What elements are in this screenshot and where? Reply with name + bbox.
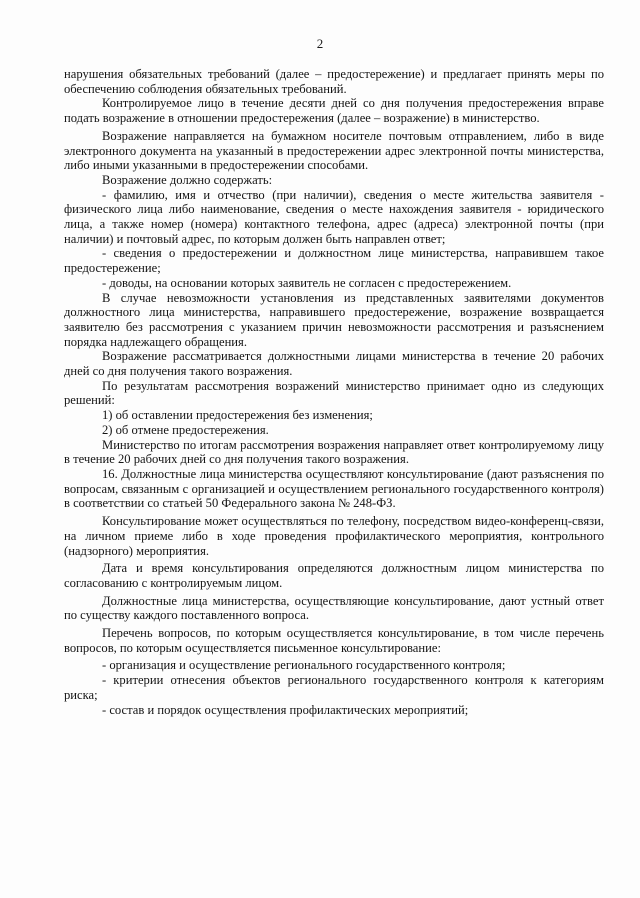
list-item: - сведения о предостережении и должностном лице министерства, направившем такое предостережение;: [64, 246, 604, 276]
paragraph: Возражение направляется на бумажном носителе почтовым отправлением, либо в виде электронного документа на указанный в предостережении адрес электронной почты министерства, либо иными указанными в предостережении способами.: [64, 128, 604, 173]
list-item: - организация и осуществление регионального государственного контроля;: [102, 658, 506, 673]
paragraph: Министерство по итогам рассмотрения возражения направляет ответ контролируемому лицу в течение 20 рабочих дней со дня получения такого возражения.: [64, 437, 604, 467]
paragraph: нарушения обязательных требований (далее – предостережение) и предлагает принять меры по обеспечению соблюдения обязательных требований.: [64, 67, 604, 96]
paragraph: Контролируемое лицо в течение десяти дней со дня получения предостережения вправе подать возражение в отношении предостережения (далее – возражение) в министерство.: [64, 96, 604, 126]
list-item: 1) об оставлении предостережения без изменения;: [102, 408, 373, 423]
paragraph: Дата и время консультирования определяются должностным лицом министерства по согласованию с контролируемым лицом.: [64, 561, 604, 590]
paragraph: По результатам рассмотрения возражений министерство принимает одно из следующих решений:: [64, 378, 604, 408]
document-body: [64, 67, 604, 717]
list-item: 2) об отмене предостережения.: [102, 422, 269, 437]
paragraph: Консультирование может осуществляться по телефону, посредством видео-конференц-связи, на личном приеме либо в ходе проведения профилактического мероприятия, контрольного (надзорного) мероприятия.: [64, 514, 604, 558]
list-item: - критерии отнесения объектов регионального государственного контроля к категориям риска;: [64, 673, 604, 702]
paragraph: В случае невозможности установления из представленных заявителями документов должностного лица министерства, направившего предостережение, возражение возвращается заявителю без рассмотрения с указанием причин невозможности рассмотрения и разъяснением порядка надлежащего обращения.: [64, 290, 604, 349]
paragraph: Перечень вопросов, по которым осуществляется консультирование, в том числе перечень вопросов, по которым осуществляется письменное консультирование:: [64, 626, 604, 655]
list-item: - доводы, на основании которых заявитель не согласен с предостережением.: [102, 275, 512, 290]
list-item: - состав и порядок осуществления профилактических мероприятий;: [102, 702, 469, 717]
page-number: 2: [316, 36, 324, 51]
paragraph: Возражение должно содержать:: [102, 172, 273, 187]
paragraph: Возражение рассматривается должностными лицами министерства в течение 20 рабочих дней со дня получения такого возражения.: [64, 349, 604, 379]
paragraph: 16. Должностные лица министерства осуществляют консультирование (дают разъяснения по вопросам, связанным с организацией и осуществлением регионального государственного контроля) в соответствии со статьей 50 Федерального закона № 248-ФЗ.: [64, 466, 604, 511]
paragraph: Должностные лица министерства, осуществляющие консультирование, дают устный ответ по существу каждого поставленного вопроса.: [64, 593, 604, 623]
list-item: - фамилию, имя и отчество (при наличии), сведения о месте жительства заявителя - физического лица либо наименование, сведения о месте нахождения заявителя - юридического лица, а также номер (номера) контактного телефона, адрес (адреса) электронной почты (при наличии) и почтовый адрес, по которым должен быть направлен ответ;: [64, 187, 604, 246]
